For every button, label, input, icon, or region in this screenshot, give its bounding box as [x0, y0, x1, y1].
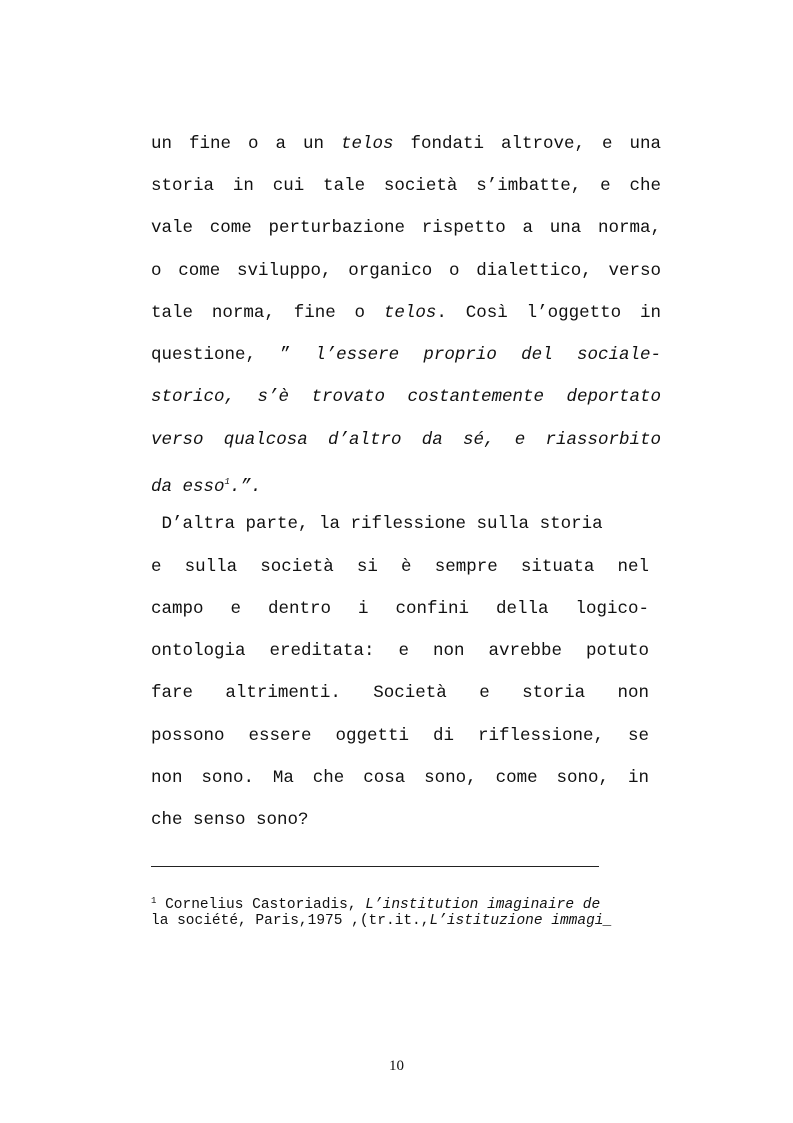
italic-text: .”.	[229, 477, 262, 497]
italic-text: telos	[340, 134, 394, 154]
text-line	[151, 133, 661, 155]
footnote-reference: 1	[224, 477, 230, 487]
text-line: possono essere oggetti di riflessione, se	[151, 726, 649, 746]
text-line: storia in cui tale società s’imbatte, e che	[151, 176, 661, 196]
italic-text: l’essere proprio del sociale-	[315, 345, 661, 365]
italic-text: L’institution imaginaire de	[365, 897, 601, 913]
text-line: D’altra parte, la riflessione sulla storia	[151, 514, 603, 534]
text-line: non sono. Ma che cosa sono, come sono, in	[151, 768, 649, 788]
text-line: e sulla società si è sempre situata nel	[151, 557, 649, 577]
text-line: vale come perturbazione rispetto a una norma,	[151, 218, 661, 238]
text-line: che senso sono?	[151, 810, 309, 830]
text-line	[151, 344, 661, 366]
text-line: campo e dentro i confini della logico-	[151, 599, 649, 619]
text-line: storico, s’è trovato costantemente deportato	[151, 387, 661, 407]
footnote-mark: 1	[151, 896, 157, 906]
text-line	[151, 302, 661, 324]
text-line: o come sviluppo, organico o dialettico, verso	[151, 261, 661, 281]
text-span: un fine o a un	[151, 134, 341, 154]
text-span: questione, ”	[151, 345, 316, 365]
footnote-separator	[151, 866, 599, 867]
text-span: tale norma, fine o	[151, 303, 384, 323]
footnote-line	[151, 912, 661, 931]
text-line: verso qualcosa d’altro da sé, e riassorbito	[151, 430, 661, 450]
text-span: fondati altrove, e una	[393, 134, 661, 154]
italic-text: da esso	[151, 477, 225, 497]
text-line: ontologia ereditata: e non avrebbe potuto	[151, 641, 649, 661]
italic-text: telos	[383, 303, 437, 323]
text-span: . Così l’oggetto in	[436, 303, 661, 323]
text-span: Cornelius Castoriadis,	[156, 897, 366, 913]
italic-text: L’istituzione immagi_	[429, 913, 613, 929]
text-span: la société, Paris,1975 ,(tr.it.,	[151, 913, 430, 929]
text-line	[151, 471, 661, 498]
text-line: fare altrimenti. Società e storia non	[151, 683, 649, 703]
page-number: 10	[389, 1058, 404, 1074]
